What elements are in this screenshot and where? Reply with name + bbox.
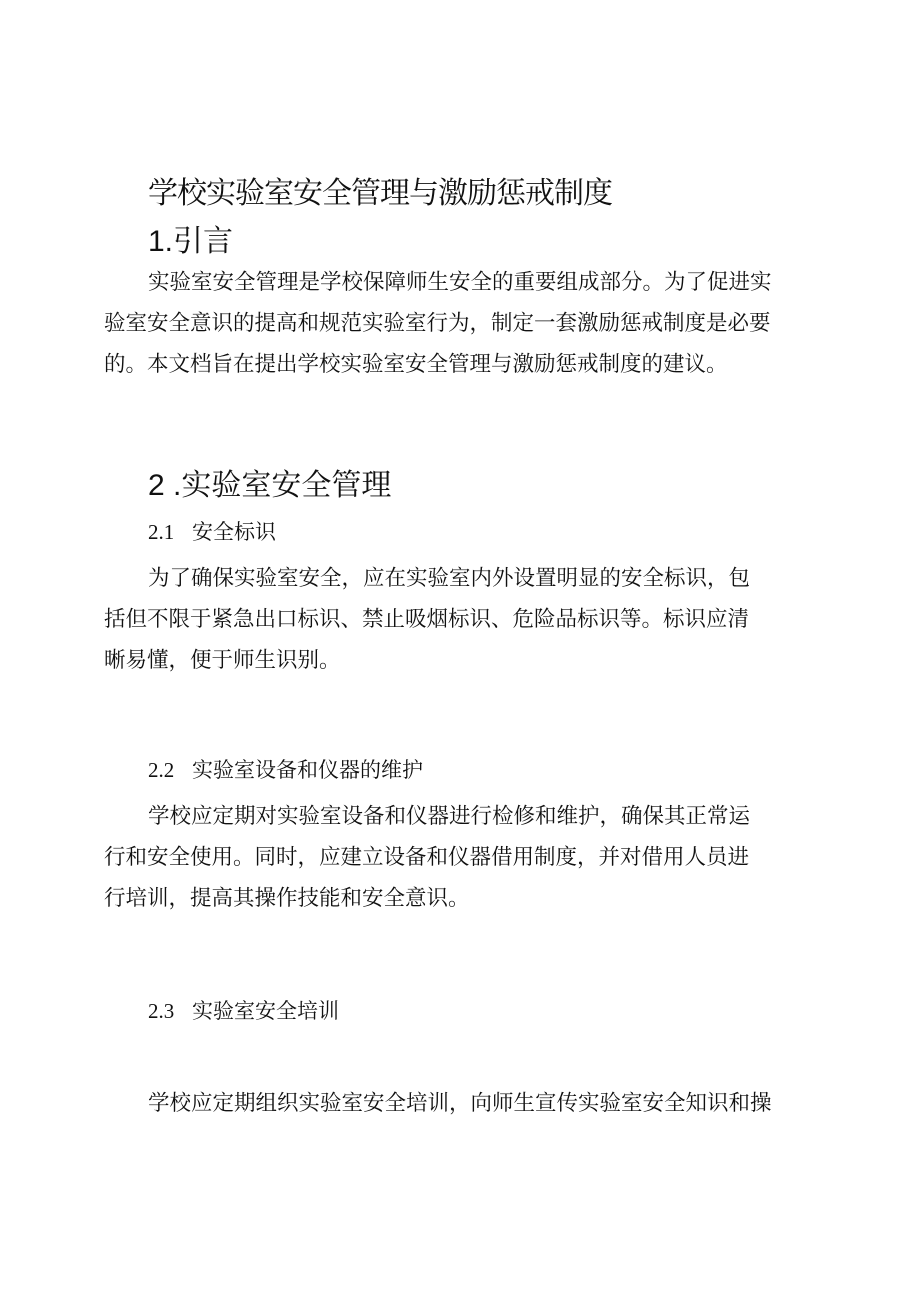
section-1-paragraph bbox=[104, 262, 820, 385]
subsection-label: 安全标识 bbox=[192, 520, 276, 544]
subsection-2-1-heading bbox=[148, 516, 276, 546]
document-title: 学校实验室安全管理与激励惩戒制度 bbox=[148, 177, 612, 210]
paragraph-line: 实验室安全管理是学校保障师生安全的重要组成部分。为了促进实 bbox=[148, 270, 772, 295]
paragraph-line: 行和安全使用。同时，应建立设备和仪器借用制度，并对借用人员进 bbox=[104, 845, 750, 870]
subsection-2-1-paragraph bbox=[104, 558, 820, 681]
subsection-number: 2.3 bbox=[148, 999, 175, 1023]
subsection-2-3-heading bbox=[148, 995, 339, 1025]
subsection-number: 2.1 bbox=[148, 520, 175, 544]
paragraph-line: 行培训，提高其操作技能和安全意识。 bbox=[104, 886, 470, 911]
paragraph-line: 括但不限于紧急出口标识、禁止吸烟标识、危险品标识等。标识应清 bbox=[104, 607, 750, 632]
subsection-2-2-paragraph bbox=[104, 796, 820, 919]
section-2-heading: 2 .实验室安全管理 bbox=[148, 469, 392, 502]
subsection-2-3-paragraph bbox=[104, 1083, 820, 1124]
subsection-2-2-heading bbox=[148, 754, 423, 784]
paragraph-line: 学校应定期组织实验室安全培训，向师生宣传实验室安全知识和操 bbox=[148, 1091, 772, 1116]
paragraph-line: 的。本文档旨在提出学校实验室安全管理与激励惩戒制度的建议。 bbox=[104, 352, 728, 377]
paragraph-line: 为了确保实验室安全，应在实验室内外设置明显的安全标识，包 bbox=[148, 566, 751, 591]
subsection-label: 实验室设备和仪器的维护 bbox=[192, 758, 423, 782]
subsection-label: 实验室安全培训 bbox=[192, 999, 339, 1023]
paragraph-line: 验室安全意识的提高和规范实验室行为，制定一套激励惩戒制度是必要 bbox=[104, 311, 771, 336]
section-1-heading: 1.引言 bbox=[148, 225, 234, 258]
paragraph-line: 学校应定期对实验室设备和仪器进行检修和维护，确保其正常运 bbox=[148, 804, 751, 829]
paragraph-line: 晰易懂，便于师生识别。 bbox=[104, 648, 341, 673]
subsection-number: 2.2 bbox=[148, 758, 175, 782]
